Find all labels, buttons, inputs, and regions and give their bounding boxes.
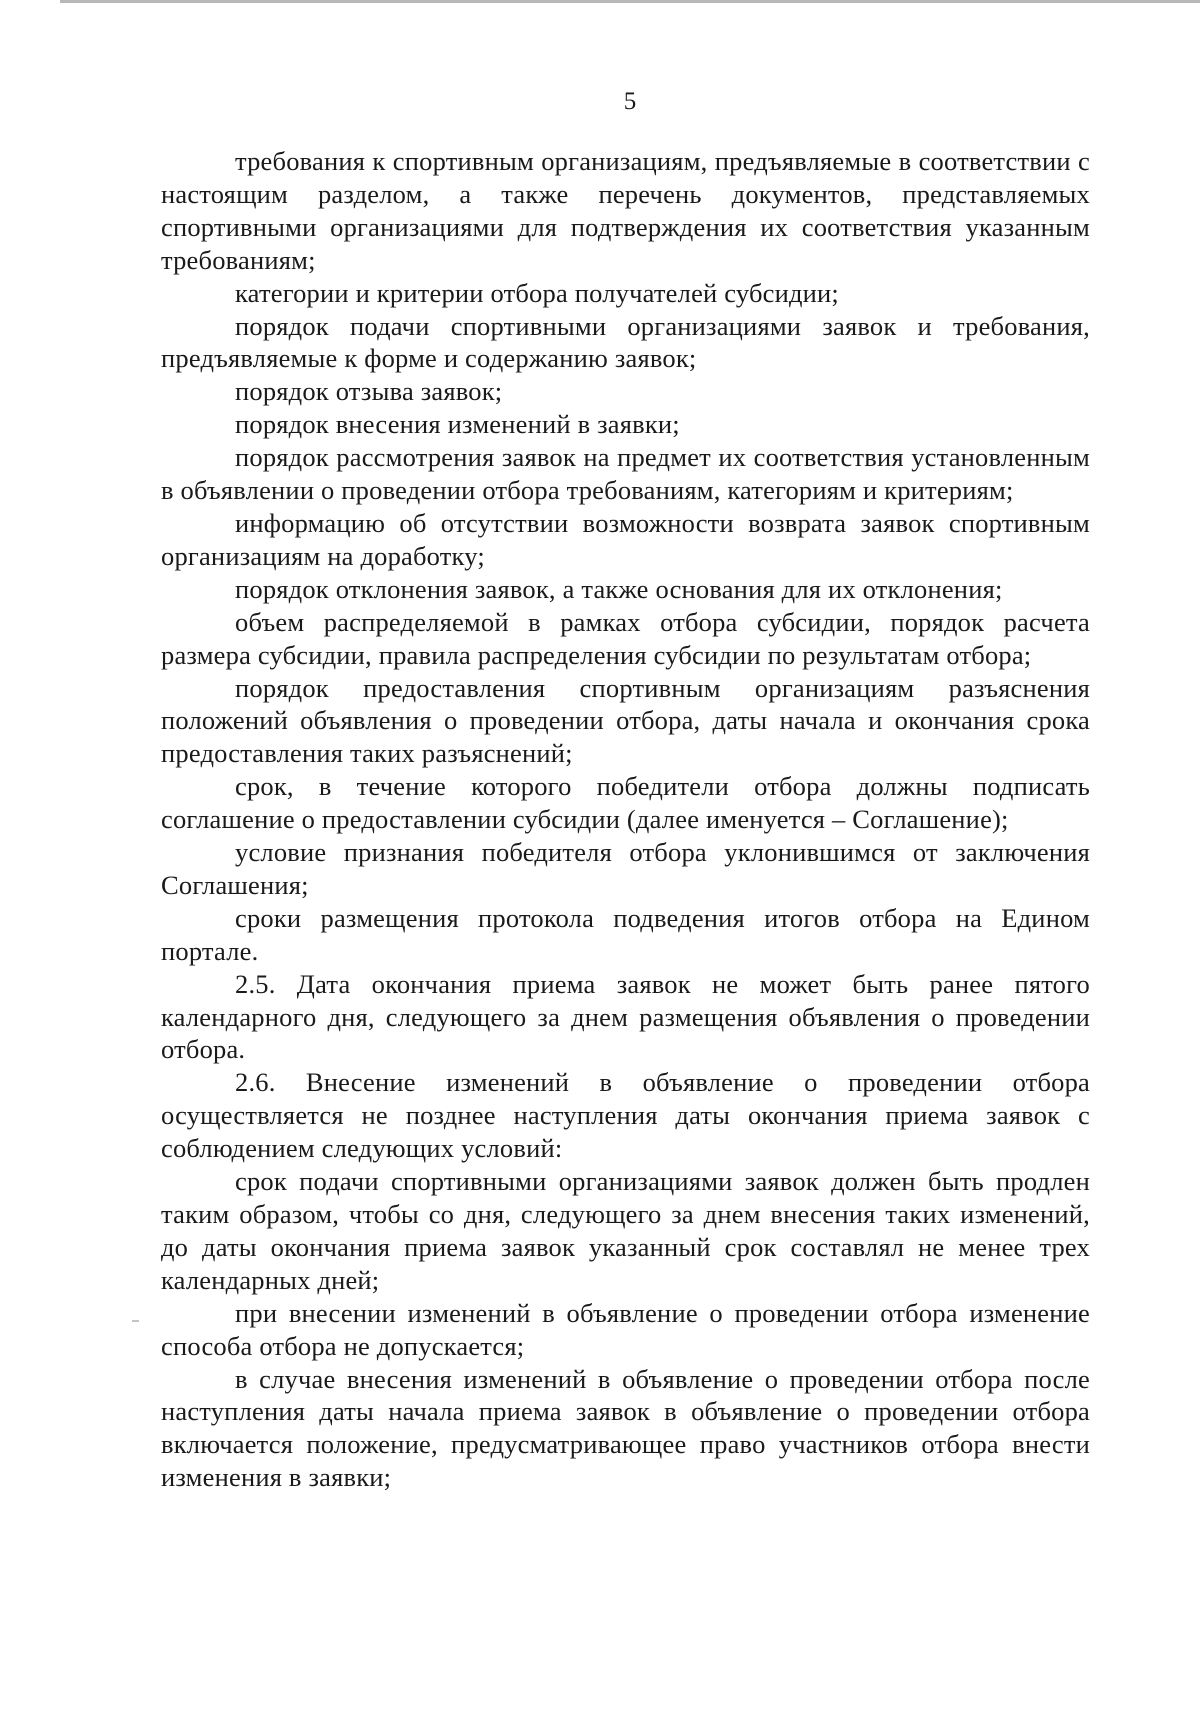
document-body (161, 145, 1090, 1494)
paragraph-categories: категории и критерии отбора получателей субсидии; (235, 277, 839, 308)
paragraph-deadline-extension: срок подачи спортивными организациями заявок должен быть продлен таким образом, чтобы со дня, следующего за днем внесения таких изменений, до даты окончания приема заявок указанный срок составлял не менее трех календарных дней; (161, 1166, 1090, 1295)
clause-2-6: 2.6. Внесение изменений в объявление о проведении отбора осуществляется не позднее наступления даты окончания приема заявок с соблюдением следующих условий: (161, 1067, 1090, 1164)
paragraph-evasion-condition: условие признания победителя отбора уклонившимся от заключения Соглашения; (161, 837, 1090, 900)
paragraph-amendment-order: порядок внесения изменений в заявки; (235, 409, 680, 440)
scan-margin-mark (132, 1320, 139, 1322)
paragraph-rejection-order: порядок отклонения заявок, а также основания для их отклонения; (235, 573, 1003, 604)
paragraph-participant-rights: в случае внесения изменений в объявление о проведении отбора после наступления даты начала приема заявок в объявление о проведении отбора включается положение, предусматривающее право участников отбора внести изменения в заявки; (161, 1363, 1090, 1493)
paragraph-clarifications: порядок предоставления спортивным организациям разъяснения положений объявления о проведении отбора, даты начала и окончания срока предоставления таких разъяснений; (161, 672, 1090, 769)
clause-2-5: 2.5. Дата окончания приема заявок не может быть ранее пятого календарного дня, следующего за днем размещения объявления о проведении отбора. (161, 968, 1090, 1065)
paragraph-signing-deadline: срок, в течение которого победители отбора должны подписать соглашение о предоставлении субсидии (далее именуется – Соглашение); (161, 771, 1090, 835)
paragraph-submission-order: порядок подачи спортивными организациями заявок и требования, предъявляемые к форме и содержанию заявок; (161, 310, 1090, 374)
paragraph-no-return: информацию об отсутствии возможности возврата заявок спортивным организациям на доработку; (161, 507, 1090, 571)
paragraph-protocol-deadline: сроки размещения протокола подведения итогов отбора на Едином портале. (161, 902, 1090, 966)
paragraph-review-order: порядок рассмотрения заявок на предмет их соответствия установленным в объявлении о проведении отбора требованиям, категориям и критериям; (161, 442, 1090, 506)
scan-top-edge (60, 0, 1200, 3)
paragraph-subsidy-volume: объем распределяемой в рамках отбора субсидии, порядок расчета размера субсидии, правила распределения субсидии по результатам отбора; (161, 606, 1090, 670)
paragraph-method-change: при внесении изменений в объявление о проведении отбора изменение способа отбора не допускается; (161, 1297, 1090, 1361)
paragraph-requirements: требования к спортивным организациям, предъявляемые в соответствии с настоящим разделом, а также перечень документов, представляемых спортивными организациями для подтверждения их соответствия указанным требованиям; (161, 146, 1090, 275)
paragraph-withdrawal-order: порядок отзыва заявок; (235, 376, 503, 407)
page-number: 5 (623, 88, 637, 115)
